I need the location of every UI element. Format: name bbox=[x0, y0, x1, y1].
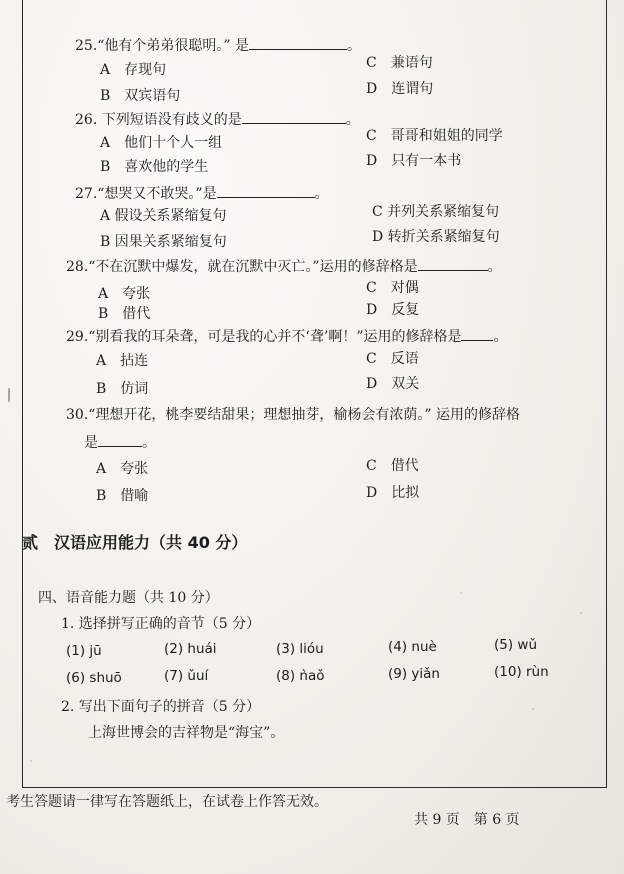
question-29: 29.“别看我的耳朵聋，可是我的心并不‘聋’啊！”运用的修辞格是 。 bbox=[66, 329, 508, 345]
option-27-d: D 转折关系紧缩复句 bbox=[372, 229, 500, 245]
option-28-c: C 对偶 bbox=[366, 280, 419, 296]
pinyin-choice-10: (10) rùn bbox=[494, 664, 549, 680]
question-25-stem: 25.“他有个弟弟很聪明。” 是 bbox=[75, 38, 250, 54]
pinyin-choice-2: (2) huái bbox=[164, 641, 217, 657]
option-25-c: C 兼语句 bbox=[366, 55, 433, 71]
option-28-d: D 反复 bbox=[366, 302, 420, 318]
page-number: 共 9 页 第 6 页 bbox=[414, 812, 520, 828]
option-29-a: A 拈连 bbox=[96, 353, 149, 369]
option-30-d: D 比拟 bbox=[366, 485, 420, 501]
option-27-b: B 因果关系紧缩复句 bbox=[100, 234, 227, 250]
pinyin-choice-6: (6) shuō bbox=[66, 670, 122, 686]
option-29-d: D 双关 bbox=[366, 376, 420, 392]
question-27-stem: 27.“想哭又不敢哭。”是 bbox=[75, 186, 217, 202]
footer-notice: 考生答题请一律写在答题纸上，在试卷上作答无效。 bbox=[6, 794, 328, 810]
scan-speck bbox=[532, 708, 534, 710]
part-2-heading: 贰 汉语应用能力（共 40 分） bbox=[22, 533, 248, 552]
pinyin-choice-5: (5) wǔ bbox=[494, 637, 538, 653]
option-25-b: B 双宾语句 bbox=[100, 88, 181, 104]
answer-blank bbox=[98, 434, 142, 447]
pinyin-choice-4: (4) nuè bbox=[388, 639, 437, 655]
question-28-stem: 28.“不在沉默中爆发，就在沉默中灭亡。”运用的修辞格是 bbox=[66, 259, 418, 275]
question-29-stem: 29.“别看我的耳朵聋，可是我的心并不‘聋’啊！”运用的修辞格是 bbox=[66, 329, 462, 345]
option-29-c: C 反语 bbox=[366, 351, 419, 367]
answer-blank bbox=[217, 185, 315, 198]
pinyin-choice-7: (7) ǔuí bbox=[164, 668, 209, 684]
scan-speck bbox=[580, 612, 582, 614]
option-30-b: B 借喻 bbox=[96, 488, 149, 504]
option-26-a: A 他们十个人一组 bbox=[100, 135, 223, 151]
question-27: 27.“想哭又不敢哭。”是 。 bbox=[75, 186, 329, 202]
scan-mark bbox=[8, 388, 10, 402]
option-29-b: B 仿词 bbox=[96, 381, 149, 397]
question-28: 28.“不在沉默中爆发，就在沉默中灭亡。”运用的修辞格是 。 bbox=[66, 259, 502, 275]
option-25-a: A 存现句 bbox=[100, 62, 167, 78]
option-27-c: C 并列关系紧缩复句 bbox=[372, 204, 500, 220]
pinyin-sentence: 上海世博会的吉祥物是“海宝”。 bbox=[88, 725, 285, 741]
option-26-b: B 喜欢他的学生 bbox=[100, 159, 209, 175]
pinyin-choice-1: (1) jū bbox=[66, 643, 102, 659]
pinyin-choice-9: (9) yiǎn bbox=[388, 666, 440, 682]
question-26-stem: 26. 下列短语没有歧义的是 bbox=[75, 112, 242, 128]
question-25: 25.“他有个弟弟很聪明。” 是 。 bbox=[75, 38, 362, 54]
option-25-d: D 连谓句 bbox=[366, 81, 434, 97]
question-26: 26. 下列短语没有歧义的是 。 bbox=[75, 112, 360, 128]
question-30: 30.“理想开花，桃李要结甜果；理想抽芽，榆杨会有浓荫。” 运用的修辞格 bbox=[66, 407, 521, 423]
option-26-c: C 哥哥和姐姐的同学 bbox=[366, 128, 503, 144]
pinyin-choice-3: (3) liόu bbox=[276, 641, 324, 657]
option-30-a: A 夸张 bbox=[96, 461, 149, 477]
answer-blank bbox=[418, 258, 488, 271]
scan-speck bbox=[460, 592, 462, 594]
answer-blank bbox=[461, 328, 493, 341]
answer-blank bbox=[249, 37, 347, 50]
option-30-c: C 借代 bbox=[366, 458, 419, 474]
scan-speck bbox=[30, 760, 32, 762]
pinyin-choice-8: (8) ǹaǒ bbox=[276, 668, 325, 684]
option-28-b: B 借代 bbox=[98, 306, 151, 322]
option-28-a: A 夸张 bbox=[98, 286, 151, 302]
option-26-d: D 只有一本书 bbox=[366, 153, 462, 169]
section-4-heading: 四、语音能力题（共 10 分） bbox=[38, 590, 219, 606]
answer-blank bbox=[242, 111, 346, 124]
question-30-line2: 是 。 bbox=[84, 435, 156, 451]
option-27-a: A 假设关系紧缩复句 bbox=[100, 208, 227, 224]
pinyin-question-2: 2. 写出下面句子的拼音（5 分） bbox=[61, 699, 261, 715]
pinyin-question-1: 1. 选择拼写正确的音节（5 分） bbox=[61, 616, 261, 632]
